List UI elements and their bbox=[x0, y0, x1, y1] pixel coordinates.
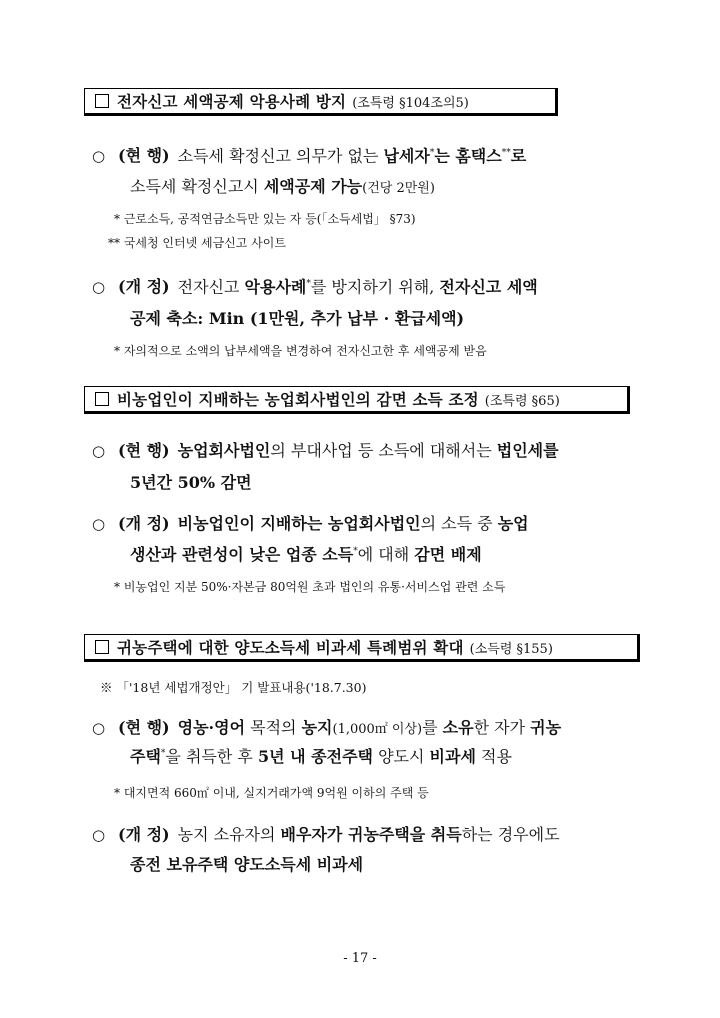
text-bold: 농업회사법인 bbox=[177, 441, 271, 460]
text-bold: 비농업인이 지배하는 농업회사법인 bbox=[177, 514, 421, 533]
section-ref: (소득령 §155) bbox=[469, 641, 553, 657]
text: 의 부대사업 등 소득에 대해서는 bbox=[270, 441, 497, 460]
current-rule-line2 bbox=[130, 744, 512, 767]
current-rule bbox=[92, 711, 652, 746]
text-bold: 주택 bbox=[130, 747, 161, 766]
checkbox-square-icon bbox=[95, 392, 109, 406]
circle-bullet-icon: ○ bbox=[92, 278, 106, 297]
current-rule-line2 bbox=[130, 174, 435, 197]
circle-bullet-icon: ○ bbox=[92, 826, 106, 844]
label-current: (현 행) bbox=[118, 718, 170, 737]
text-bold: 배우자가 귀농주택을 취득 bbox=[280, 825, 462, 844]
text-bold: 는 홈택스 bbox=[434, 146, 502, 166]
change-rule-line2: 공제 축소: Min (1만원, 추가 납부 · 환급세액) bbox=[130, 309, 465, 328]
label-change: (개 정) bbox=[118, 514, 170, 533]
checkbox-square-icon bbox=[95, 640, 109, 654]
footnote: * 자의적으로 소액의 납부세액을 변경하여 전자신고한 후 세액공제 받음 bbox=[114, 344, 487, 358]
footnote: ** 국세청 인터넷 세금신고 사이트 bbox=[108, 236, 286, 250]
footnote: * 근로소득, 공적연금소득만 있는 자 등(「소득세법」 §73) bbox=[114, 212, 416, 226]
text-bold: 귀농 bbox=[530, 718, 562, 737]
section-header-1 bbox=[84, 88, 558, 116]
text: 소득세 확정신고시 bbox=[130, 177, 264, 196]
text: 에 대해 bbox=[357, 545, 415, 564]
text: 하는 경우에도 bbox=[461, 825, 560, 844]
text: 양도시 bbox=[372, 747, 430, 766]
change-rule bbox=[92, 268, 652, 304]
label-current: (현 행) bbox=[118, 441, 170, 460]
section-header-3 bbox=[84, 634, 640, 662]
checkbox-square-icon bbox=[95, 94, 109, 108]
text-bold: 악용사례 bbox=[244, 277, 307, 297]
label-current: (현 행) bbox=[118, 146, 170, 166]
circle-bullet-icon: ○ bbox=[92, 515, 106, 533]
text: 농지 소유자의 bbox=[177, 825, 281, 844]
reference-note: ※ 「'18년 세법개정안」 기 발표내용('18.7.30) bbox=[100, 680, 367, 695]
text-small: (건당 2만원) bbox=[362, 181, 435, 196]
text-bold: 법인세를 bbox=[496, 441, 559, 460]
label-change: (개 정) bbox=[118, 277, 170, 297]
page-number: - 17 - bbox=[343, 951, 377, 966]
text: 를 bbox=[422, 718, 443, 737]
sup: * bbox=[429, 148, 435, 158]
text: 적용 bbox=[475, 747, 512, 766]
section-title: 비농업인이 지배하는 농업회사법인의 감면 소득 조정 bbox=[117, 390, 479, 409]
sup: * bbox=[306, 279, 311, 289]
change-rule-line2 bbox=[130, 542, 482, 565]
circle-bullet-icon: ○ bbox=[92, 442, 106, 460]
section-title: 귀농주택에 대한 양도소득세 비과세 특례범위 확대 bbox=[117, 638, 464, 657]
section-ref: (조특령 §65) bbox=[484, 393, 560, 409]
text-bold: 세액공제 가능 bbox=[263, 177, 363, 196]
section-header-2 bbox=[84, 386, 630, 414]
change-rule bbox=[92, 507, 652, 541]
text: 전자신고 bbox=[177, 277, 245, 297]
change-rule-line2: 종전 보유주택 양도소득세 비과세 bbox=[130, 855, 364, 874]
text: 소득세 확정신고 의무가 없는 bbox=[177, 146, 384, 166]
current-rule bbox=[92, 137, 652, 173]
text-bold: 5년 내 종전주택 bbox=[257, 747, 373, 766]
section-title: 전자신고 세액공제 악용사례 방지 bbox=[117, 92, 347, 111]
text-bold: 로 bbox=[510, 146, 527, 166]
current-rule bbox=[92, 434, 652, 468]
text-bold: 전자신고 세액 bbox=[439, 277, 538, 297]
footnote: * 대지면적 660㎡ 이내, 실지거래가액 9억원 이하의 주택 등 bbox=[114, 786, 429, 800]
text-bold: 비과세 bbox=[429, 747, 476, 766]
text-bold: 생산과 관련성이 낮은 업종 소득 bbox=[130, 545, 354, 564]
text: 의 소득 중 bbox=[420, 514, 498, 533]
text-bold: 감면 배제 bbox=[414, 545, 482, 564]
text-bold: 납세자 bbox=[383, 146, 430, 166]
text-small: (1,000㎡ 이상) bbox=[332, 722, 423, 737]
current-rule-line2: 5년간 50% 감면 bbox=[130, 473, 252, 492]
text: 목적의 bbox=[245, 718, 302, 737]
text-bold: 농업 bbox=[497, 514, 529, 533]
sup: * bbox=[160, 748, 166, 759]
text: 한 자가 bbox=[473, 718, 531, 737]
text-bold: 농지 bbox=[301, 718, 333, 737]
change-rule bbox=[92, 818, 652, 852]
label-change: (개 정) bbox=[118, 825, 170, 844]
text-bold: 영농·영어 bbox=[177, 718, 246, 737]
text: 을 취득한 후 bbox=[165, 747, 258, 766]
text-bold: 소유 bbox=[442, 718, 474, 737]
footnote: * 비농업인 지분 50%·자본금 80억원 초과 법인의 유통·서비스업 관련 소득 bbox=[114, 580, 506, 594]
sup: * bbox=[353, 546, 358, 557]
sup: ** bbox=[501, 148, 511, 158]
circle-bullet-icon: ○ bbox=[92, 147, 106, 166]
section-ref: (조특령 §104조의5) bbox=[352, 95, 469, 111]
text: 를 방지하기 위해, bbox=[310, 277, 440, 297]
circle-bullet-icon: ○ bbox=[92, 719, 106, 737]
